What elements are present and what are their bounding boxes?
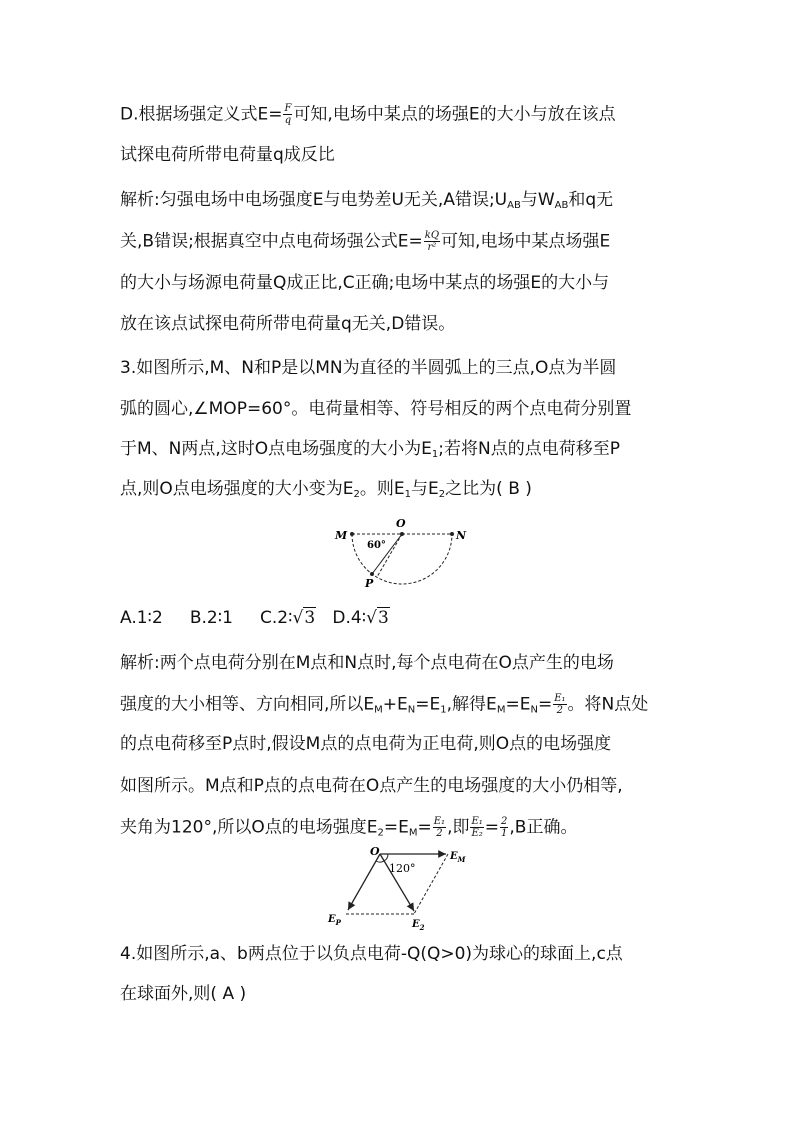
question-3-line-2: 弧的圆心,∠MOP=60°。电荷量相等、符号相反的两个点电荷分别置 <box>120 399 632 419</box>
label-e2: $E_2$ <box>412 919 425 930</box>
fraction-e1-over-e2: $\frac{\text{E₁}}{\text{E₂}}$ <box>471 816 483 839</box>
label-ep: $E_P$ <box>328 914 341 927</box>
question-3-line-3: 于M、N两点,这时O点电场强度的大小为$E_1$;若将N点的点电荷移至P <box>120 439 620 460</box>
vector-ep <box>348 854 380 910</box>
question-3-line-1: 3.如图所示,M、N和P是以MN为直径的半圆弧上的三点,O点为半圆 <box>120 358 617 378</box>
fraction-2-over-1: $\frac{2}{1}$ <box>501 816 508 839</box>
analysis-2-line-2: 关,B错误;根据真空中点电荷场强公式E= $\frac{kQ}{\text{r²}}$ 可知,电场中某点场强E <box>120 230 611 253</box>
option-c: C.2∶√3 <box>259 608 316 628</box>
fraction-e1-over-2: $\frac{\text{E₁}}{2}$ <box>554 693 566 716</box>
angle-label-120: 120° <box>389 862 416 875</box>
option-d: D.4∶√3 <box>332 608 389 628</box>
analysis-2-line-3: 的大小与场源电荷量Q成正比,C正确;电场中某点的场强E的大小与 <box>120 273 610 293</box>
fraction-kq-over-r2: $\frac{kQ}{\text{r²}}$ <box>424 230 440 253</box>
fraction-e1-over-2-b: $\frac{\text{E₁}}{2}$ <box>433 816 446 839</box>
option-a: A.1∶2 <box>120 608 163 628</box>
label-m: M <box>335 529 348 542</box>
angle-label-60: 60° <box>367 540 386 551</box>
point-n <box>450 532 454 536</box>
analysis-2-line-4: 放在该点试探电荷所带电荷量q无关,D错误。 <box>120 314 456 334</box>
option-b: B.2∶1 <box>189 608 233 628</box>
parallelogram-right <box>414 854 448 914</box>
point-p <box>370 572 374 576</box>
analysis-3-line-5: 夹角为120°,所以O点的电场强度$E_2=E_M=$ $\frac{\text{E₁}}{2}$ ,即 $\frac{\text{E₁}}{\text{E₂}}$ = $\frac{2}{1}$ ,B正确。 <box>120 816 578 839</box>
semicircle-figure <box>320 512 480 592</box>
question-3-options <box>120 607 390 629</box>
label-n: N <box>456 529 467 542</box>
analysis-3-line-2: 强度的大小相等、方向相同,所以$E_M+E_N=E_1$,解得$E_M=E_N=$ $\frac{\text{E₁}}{2}$ 。将N点处 <box>120 693 649 716</box>
question-4-line-1: 4.如图所示,a、b两点位于以负点电荷-Q(Q>0)为球心的球面上,c点 <box>120 944 623 964</box>
point-o <box>400 532 404 536</box>
question-3-line-4: 点,则O点电场强度的大小变为$E_2$。则$E_1$与$E_2$之比为( B ) <box>120 479 532 500</box>
analysis-3-line-4: 如图所示。M点和P点的点电荷在O点产生的电场强度的大小仍相等, <box>120 776 623 796</box>
analysis-3-line-1: 解析:两个点电荷分别在M点和N点时,每个点电荷在O点产生的电场 <box>120 653 614 673</box>
label-p: P <box>365 577 374 590</box>
option-d-line-2: 试探电荷所带电荷量q成反比 <box>120 145 335 165</box>
label-o: O <box>396 517 406 530</box>
field-vector-figure <box>322 842 472 930</box>
option-d-line-1: D.根据场强定义式E= $\frac{F}{q}$ 可知,电场中某点的场强E的大小与放在该点 <box>120 103 616 126</box>
label-o-2: O <box>370 845 380 858</box>
label-em: $E_M$ <box>450 851 466 864</box>
point-m <box>350 532 354 536</box>
fraction-f-over-q: $\frac{F}{q}$ <box>284 103 292 126</box>
analysis-3-line-3: 的点电荷移至P点时,假设M点的点电荷为正电荷,则O点的电场强度 <box>120 734 612 754</box>
question-4-line-2: 在球面外,则( A ) <box>120 984 247 1004</box>
analysis-2-line-1: 解析:匀强电场中电场强度E与电势差U无关,A错误$;U_{AB}$与$W_{AB}$和q无 <box>120 190 614 211</box>
